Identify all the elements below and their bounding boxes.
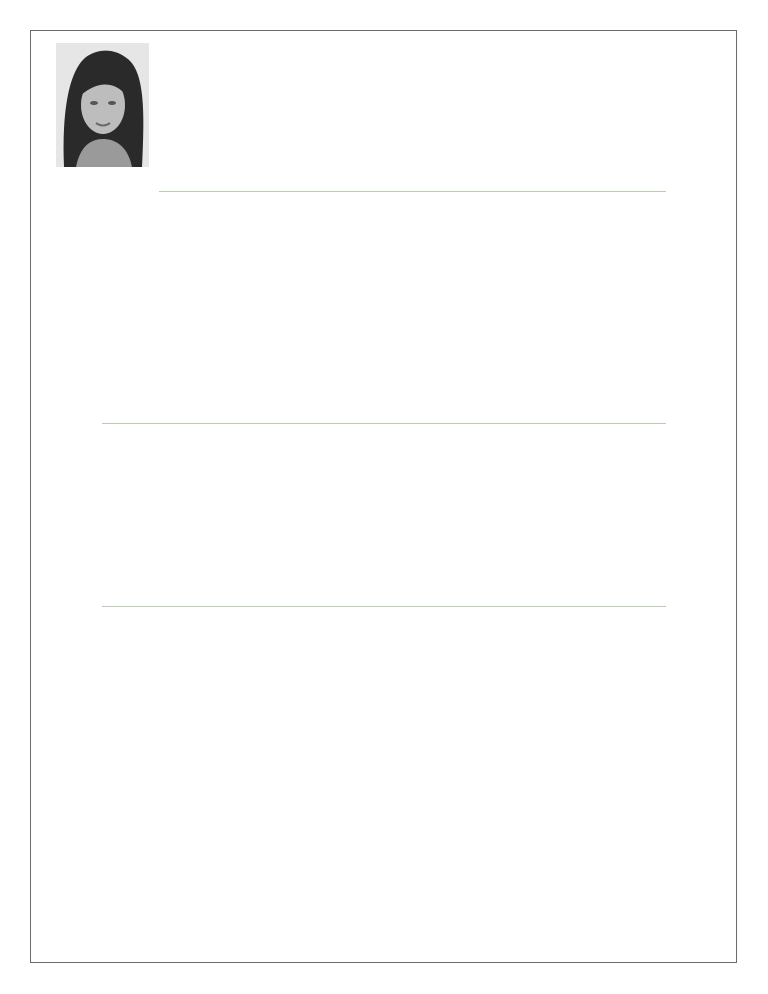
- section-divider: [102, 423, 666, 424]
- page-border: [30, 30, 737, 963]
- profile-photo-image: [56, 43, 149, 167]
- section-divider: [102, 606, 666, 607]
- profile-photo: [56, 43, 149, 167]
- section-divider: [159, 191, 666, 192]
